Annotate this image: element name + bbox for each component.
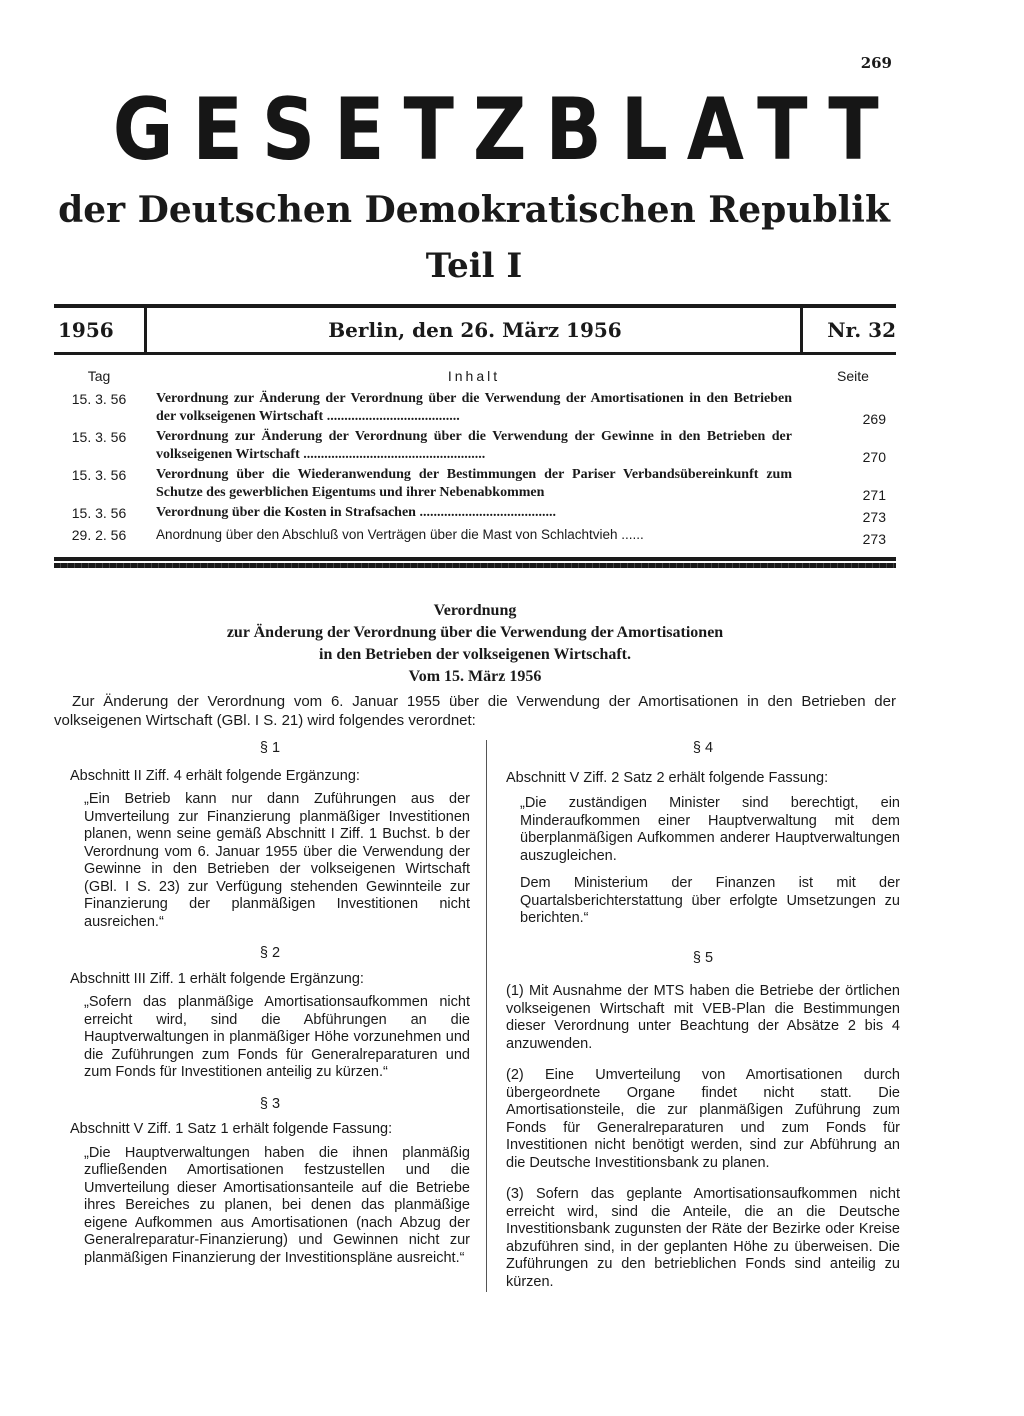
page-number: 269 [860,54,892,72]
section-lead: Abschnitt V Ziff. 2 Satz 2 erhält folgende Fassung: [506,769,829,786]
toc-entry-page: 269 [862,411,886,427]
double-rule [54,557,896,561]
toc-entry [54,390,896,428]
issue-divider [144,308,147,352]
toc-entry-page: 273 [862,531,886,547]
toc-entry [54,466,896,504]
toc-entry [54,504,896,526]
issue-divider [800,308,803,352]
section-paragraph: (1) Mit Ausnahme der MTS haben die Betriebe der örtlichen volkseigenen Wirtschaft mit VEB-Plan die Bestimmungen dieser Verordnung unter Beachtung der Absätze 2 bis 4 anzuwenden. [506,983,900,1052]
section-heading: § 4 [692,740,714,756]
toc-entry-title: Verordnung über die Kosten in Strafsachen ....................................... [156,505,556,520]
toc-entry-date: 29. 2. 56 [71,527,127,543]
toc-entry-date: 15. 3. 56 [71,391,127,407]
column-divider [486,740,487,1292]
toc-entry-date: 15. 3. 56 [71,429,127,445]
section-text: „Sofern das planmäßige Amortisationsaufkommen nicht erreicht wird, sind die Abführungen an die Hauptverwaltungen in planmäßiger Höhe vorzunehmen und die Zuführungen zum Fonds für Generalreparaturen und zum Fonds für Investitionen anteilig zu kürzen.“ [84,994,470,1080]
decree-title: Verordnung [433,602,517,619]
toc-header-content: Inhalt [447,368,501,384]
decree-subtitle: in den Betrieben der volkseigenen Wirtschaft. [319,646,631,663]
decree-subtitle: zur Änderung der Verordnung über die Verwendung der Amortisationen [226,624,724,641]
masthead-title: GESETZBLATT [112,80,898,180]
toc-entry-date: 15. 3. 56 [71,467,127,483]
issue-place-date: Berlin, den 26. März 1956 [328,318,622,342]
toc-entry-page: 271 [862,487,886,503]
issue-year: 1956 [58,318,114,342]
section-paragraph: (3) Sofern das geplante Amortisationsaufkommen nicht erreicht wird, sind die Anteile, die an die Deutsche Investitionsbank zugunsten der Räte der Bezirke oder Kreise abzuführen sind, in der geplanten Höhe zu überweisen. Die Zuführungen zu den betrieblichen Fonds sind anteilig zu kürzen. [506,1186,900,1290]
issue-number: Nr. 32 [827,318,896,342]
toc-entry [54,428,896,466]
left-column [70,740,470,1267]
section-text: „Die Hauptverwaltungen haben die ihnen planmäßig zufließenden Amortisationen festzustellen und die Umverteilung dieser Amortisationsanteile auf die Betriebe ihres Bereiches zu planen, bei denen das planmäßige eigene Aufkommen aus Amortisationen (nach Abzug der Generalreparatur-Finanzierung) und Gewinnen nicht zur planmäßigen Finanzierung der Investitionspläne ausreicht.“ [84,1144,470,1266]
double-rule [54,563,896,568]
section-heading: § 2 [259,945,281,961]
section-paragraph: (2) Eine Umverteilung von Amortisationen durch übergeordnete Organe findet nicht statt. Die Amortisationsteile, die zur planmäßigen Zuführung zum Fonds für Generalreparaturen und zum Fonds für Investitionen nicht benötigt werden, sind zur Abführung an die Deutsche Investitionsbank zu planen. [506,1067,900,1171]
right-column [506,740,900,1291]
section-text: Dem Ministerium der Finanzen ist mit der Quartalsberichterstattung über erfolgte Umsetzungen zu berichten.“ [520,875,900,926]
toc-entry-title: Verordnung zur Änderung der Verordnung über die Verwendung der Gewinne in den Betrieben der volkseigenen Wirtschaft .................................................... [156,429,792,462]
toc-entry-title: Verordnung über die Wiederanwendung der Bestimmungen der Pariser Verbandsübereinkunft zum Schutze des gewerblichen Eigentums und ihrer Nebenabkommen [156,467,792,500]
toc-entry-page: 270 [862,449,886,465]
section-heading: § 1 [259,740,281,756]
masthead-subtitle: der Deutschen Demokratischen Republik [58,189,890,231]
section-heading: § 3 [259,1095,281,1112]
table-of-contents [54,390,896,548]
section-lead: Abschnitt II Ziff. 4 erhält folgende Ergänzung: [70,767,360,784]
decree-intro: Zur Änderung der Verordnung vom 6. Januar 1955 über die Verwendung der Amortisationen in den Betrieben der volkseigenen Wirtschaft (GBl. I S. 21) wird folgendes verordnet: [54,693,896,729]
toc-entry [54,526,896,548]
decree-date: Vom 15. März 1956 [408,668,542,685]
toc-entry-date: 15. 3. 56 [71,505,127,521]
toc-header-day: Tag [87,368,111,384]
section-text: „Die zuständigen Minister sind berechtigt, ein Minderaufkommen einer Hauptverwaltung mit dem überplanmäßigen Aufkommen anderer Hauptverwaltungen auszugleichen. [520,795,900,864]
toc-entry-page: 273 [862,509,886,525]
section-heading: § 5 [692,949,714,966]
toc-entry-title: Anordnung über den Abschluß von Verträgen über die Mast von Schlachtvieh ...... [156,527,644,542]
toc-header-page: Seite [837,368,869,384]
masthead-part: Teil I [425,246,523,286]
section-lead: Abschnitt V Ziff. 1 Satz 1 erhält folgende Fassung: [70,1121,393,1137]
issue-bar [54,304,896,355]
section-text: „Ein Betrieb kann nur dann Zuführungen aus der Umverteilung zur Finanzierung planmäßiger Investitionen planen, wenn seine gemäß Abschnitt I Ziff. 1 Buchst. b der Verordnung vom 6. Januar 1955 über die Verwendung der Gewinne in den Betrieben der volkseigenen Wirtschaft (GBl. I S. 23) zur Verfügung stehenden Gewinnteile zur Finanzierung der planmäßigen Investitionen nicht ausreichen.“ [84,791,470,930]
section-lead: Abschnitt III Ziff. 1 erhält folgende Ergänzung: [70,970,364,987]
toc-entry-title: Verordnung zur Änderung der Verordnung über die Verwendung der Amortisationen in den Betrieben der volkseigenen Wirtschaft ...................................... [156,391,792,424]
